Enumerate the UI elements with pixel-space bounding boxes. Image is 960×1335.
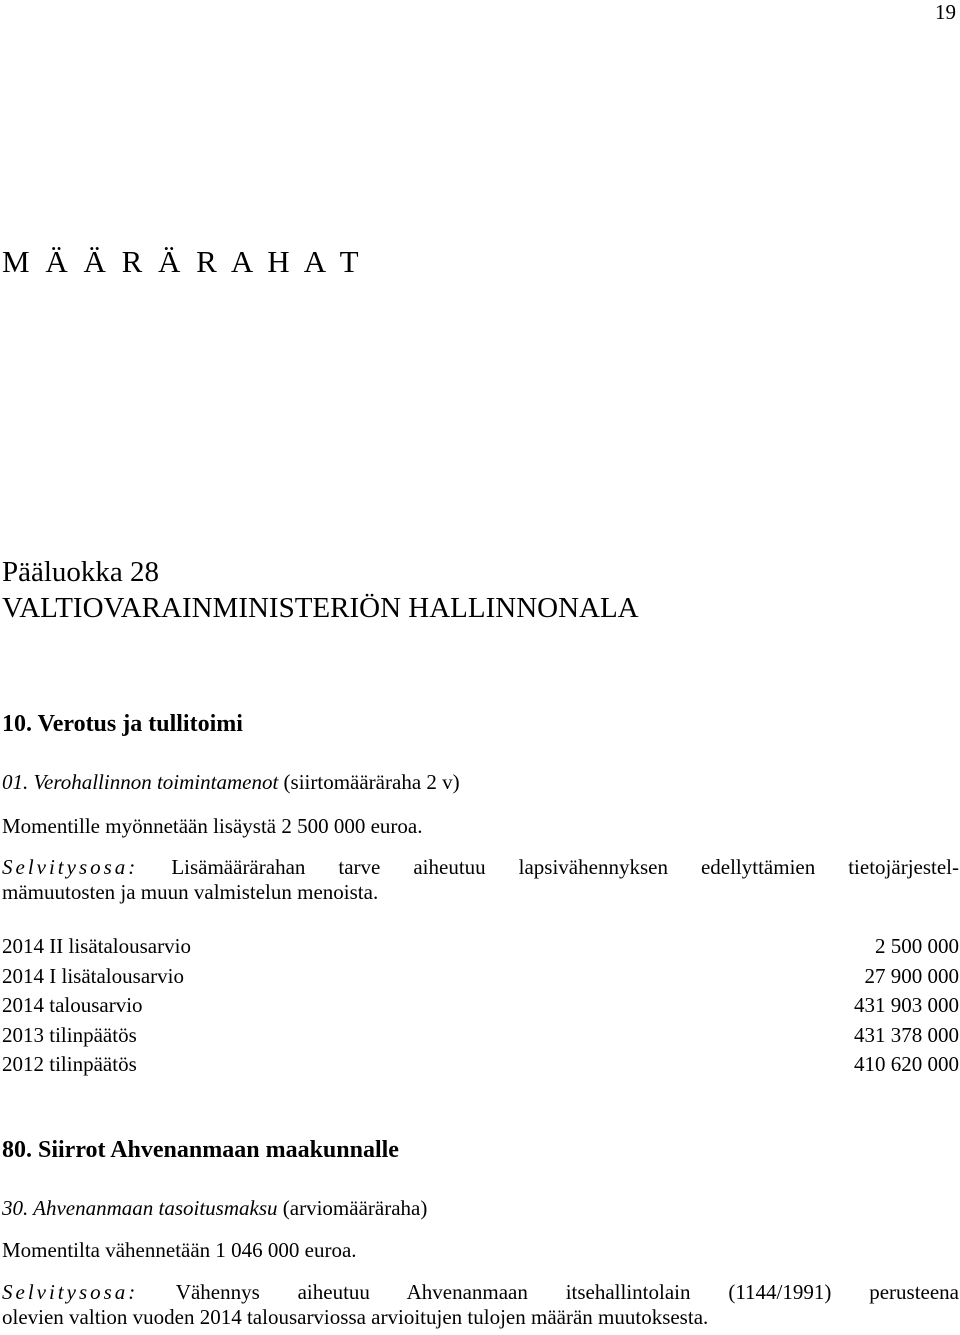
item-01-decision: Momentille myönnetään lisäystä 2 500 000 euroa. [2, 814, 423, 838]
item-30-explanation-label: Selvitysosa: [2, 1280, 139, 1304]
chapter-80-heading: 80. Siirrot Ahvenanmaan maakunnalle [2, 1137, 399, 1163]
item-01-explanation-line1 [2, 853, 959, 881]
table-row [2, 1021, 959, 1051]
item-01-explanation-line2: mämuutosten ja muun valmistelun menoista. [2, 880, 379, 904]
table-row-label: 2013 tilinpäätös [2, 1022, 137, 1047]
page-number: 19 [935, 0, 956, 24]
item-30-decision: Momentilta vähennetään 1 046 000 euroa. [2, 1238, 357, 1262]
table-row-value: 27 900 000 [864, 963, 959, 988]
item-30-type: (arviomääräraha) [282, 1196, 428, 1220]
table-row-label: 2014 talousarvio [2, 993, 143, 1018]
chapter-10-heading: 10. Verotus ja tullitoimi [2, 711, 243, 737]
item-30-explanation-line2: olevien valtion vuoden 2014 talousarviossa arvioitujen tulojen määrän muutoksesta. [2, 1305, 709, 1329]
item-01-title [2, 770, 460, 795]
item-01-explanation-label: Selvitysosa: [2, 855, 139, 879]
section-title: Pääluokka 28 [2, 556, 160, 588]
table-row-label: 2014 II lisätalousarvio [2, 934, 191, 958]
table-row [2, 991, 959, 1021]
item-01-type: (siirtomääräraha 2 v) [283, 770, 460, 794]
item-30-explanation-text1: Vähennys aiheutuu Ahvenanmaan itsehallintolain (1144/1991) perusteena [175, 1280, 959, 1304]
table-row-value: 431 378 000 [854, 1022, 959, 1047]
table-row-label: 2014 I lisätalousarvio [2, 963, 184, 988]
table-row [2, 1050, 959, 1080]
table-row [2, 932, 959, 962]
item-01-explanation-text1: Lisämäärärahan tarve aiheutuu lapsivähennyksen edellyttämien tietojärjestel- [171, 855, 960, 879]
item-30-name: 30. Ahvenanmaan tasoitusmaksu [2, 1196, 278, 1220]
item-30-explanation-line1 [2, 1278, 959, 1306]
table-row-value: 2 500 000 [875, 934, 959, 958]
budget-table [2, 932, 959, 1080]
table-row-value: 431 903 000 [854, 993, 959, 1018]
main-heading: M Ä Ä R Ä R A H A T [2, 244, 363, 279]
item-01-name: 01. Verohallinnon toimintamenot [2, 770, 279, 794]
table-row-label: 2012 tilinpäätös [2, 1052, 137, 1077]
table-row [2, 962, 959, 992]
item-30-title [2, 1196, 427, 1221]
section-subtitle: VALTIOVARAINMINISTERIÖN HALLINNONALA [2, 592, 639, 624]
table-row-value: 410 620 000 [854, 1052, 959, 1077]
